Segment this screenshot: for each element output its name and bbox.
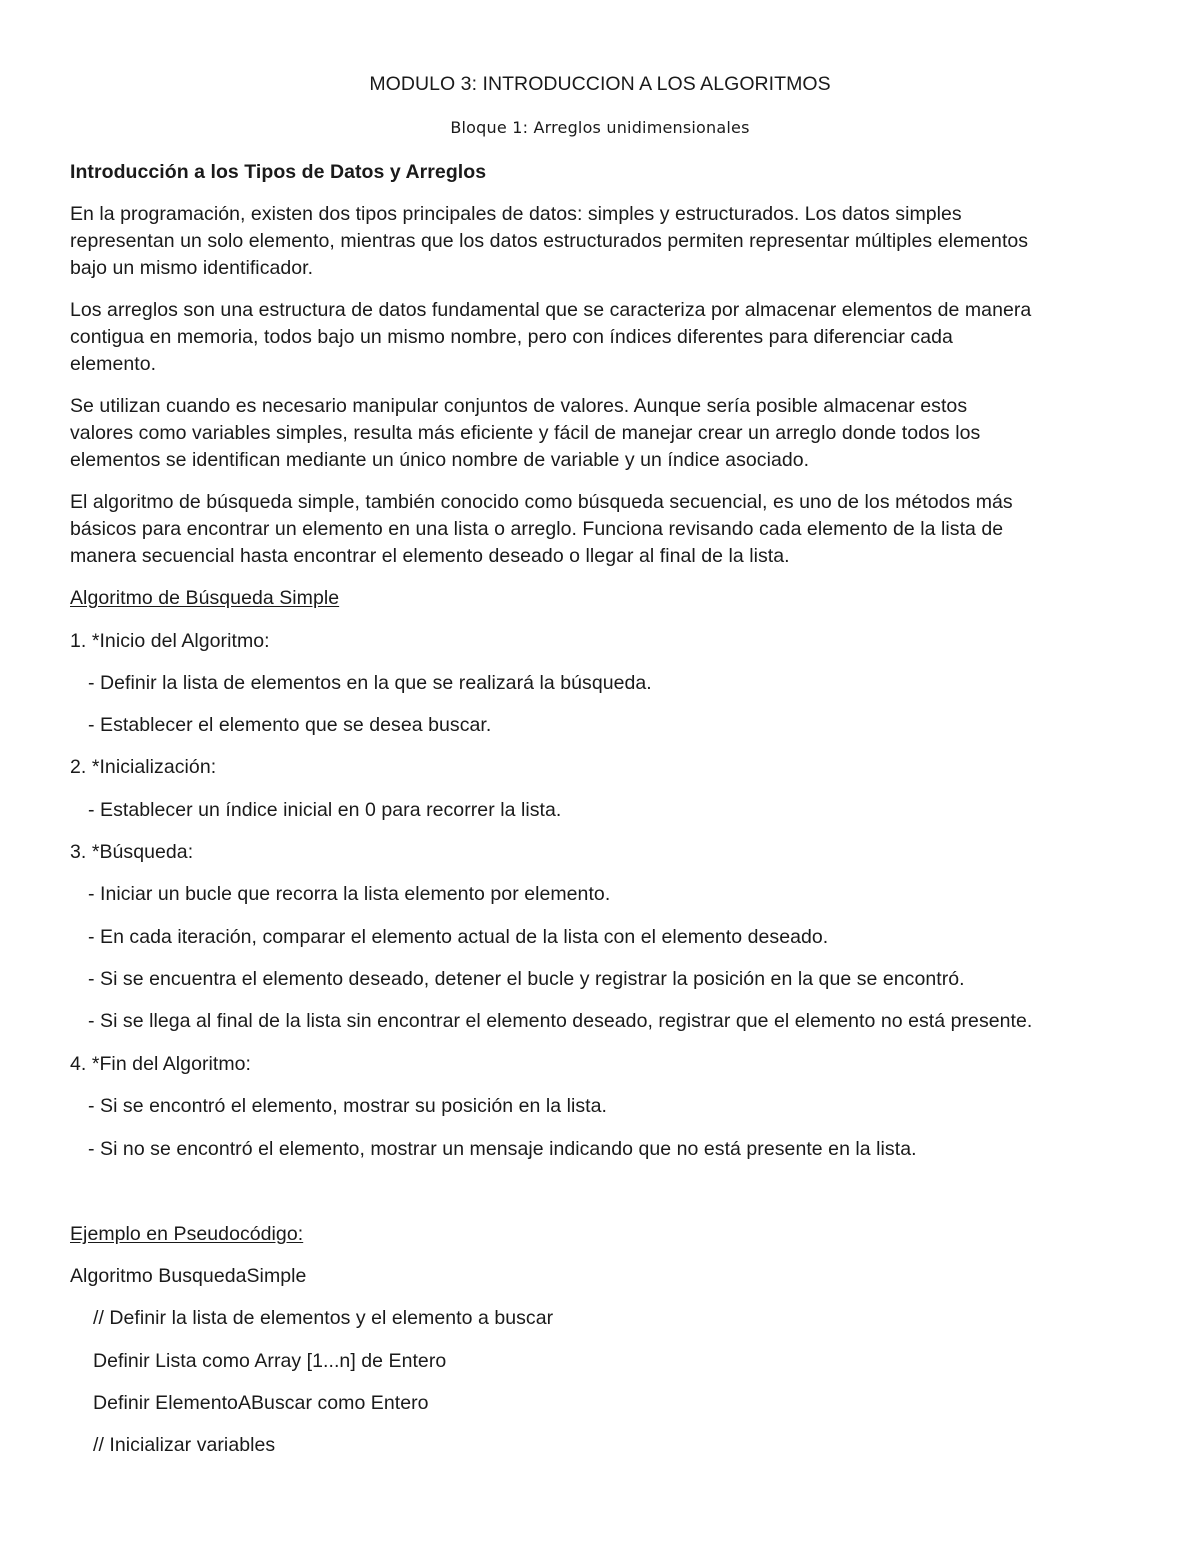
document-title: MODULO 3: INTRODUCCION A LOS ALGORITMOS: [369, 73, 831, 95]
paragraph-line: básicos para encontrar un elemento en una lista o arreglo. Funciona revisando cada elemento de la lista de: [70, 518, 1004, 540]
section-heading: Introducción a los Tipos de Datos y Arreglos: [70, 161, 487, 183]
document-subtitle: Bloque 1: Arreglos unidimensionales: [450, 118, 750, 137]
paragraph-line: El algoritmo de búsqueda simple, también conocido como búsqueda secuencial, es uno de los métodos más: [70, 491, 1013, 513]
step-item: - Si se encontró el elemento, mostrar su posición en la lista.: [88, 1095, 608, 1117]
step-title: 3. *Búsqueda:: [70, 841, 194, 863]
step-item: - Si se encuentra el elemento deseado, detener el bucle y registrar la posición en la que se encontró.: [88, 968, 965, 990]
paragraph-line: bajo un mismo identificador.: [70, 257, 314, 279]
paragraph-line: Se utilizan cuando es necesario manipular conjuntos de valores. Aunque sería posible almacenar estos: [70, 395, 968, 417]
paragraph-line: manera secuencial hasta encontrar el elemento deseado o llegar al final de la lista.: [70, 545, 790, 567]
step-item: - En cada iteración, comparar el elemento actual de la lista con el elemento deseado.: [88, 926, 829, 948]
step-title: 4. *Fin del Algoritmo:: [70, 1053, 252, 1075]
paragraph-line: En la programación, existen dos tipos principales de datos: simples y estructurados. Los datos simples: [70, 203, 962, 225]
paragraph-line: contigua en memoria, todos bajo un mismo nombre, pero con índices diferentes para diferenciar cada: [70, 326, 953, 348]
algorithm-heading: Algoritmo de Búsqueda Simple: [70, 587, 340, 609]
step-title: 2. *Inicialización:: [70, 756, 217, 778]
step-item: - Si no se encontró el elemento, mostrar un mensaje indicando que no está presente en la lista.: [88, 1138, 917, 1160]
paragraph-line: elemento.: [70, 353, 157, 375]
step-item: - Establecer el elemento que se desea buscar.: [88, 714, 492, 736]
example-heading: Ejemplo en Pseudocódigo:: [70, 1223, 304, 1245]
step-title: 1. *Inicio del Algoritmo:: [70, 630, 270, 652]
paragraph-line: elementos se identifican mediante un único nombre de variable y un índice asociado.: [70, 449, 810, 471]
step-item: - Establecer un índice inicial en 0 para recorrer la lista.: [88, 799, 562, 821]
pseudocode-line: Algoritmo BusquedaSimple: [70, 1265, 307, 1287]
step-item: - Si se llega al final de la lista sin encontrar el elemento deseado, registrar que el elemento no está presente.: [88, 1010, 1033, 1032]
paragraph-line: representan un solo elemento, mientras que los datos estructurados permiten representar múltiples elementos: [70, 230, 1029, 252]
pseudocode-line: Definir ElementoABuscar como Entero: [93, 1392, 429, 1414]
pseudocode-line: // Inicializar variables: [93, 1434, 276, 1456]
pseudocode-line: // Definir la lista de elementos y el elemento a buscar: [93, 1307, 554, 1329]
step-item: - Definir la lista de elementos en la que se realizará la búsqueda.: [88, 672, 652, 694]
paragraph-line: Los arreglos son una estructura de datos fundamental que se caracteriza por almacenar elementos de manera: [70, 299, 1032, 321]
pseudocode-line: Definir Lista como Array [1...n] de Entero: [93, 1350, 447, 1372]
step-item: - Iniciar un bucle que recorra la lista elemento por elemento.: [88, 883, 611, 905]
paragraph-line: valores como variables simples, resulta más eficiente y fácil de manejar crear un arreglo donde todos los: [70, 422, 981, 444]
